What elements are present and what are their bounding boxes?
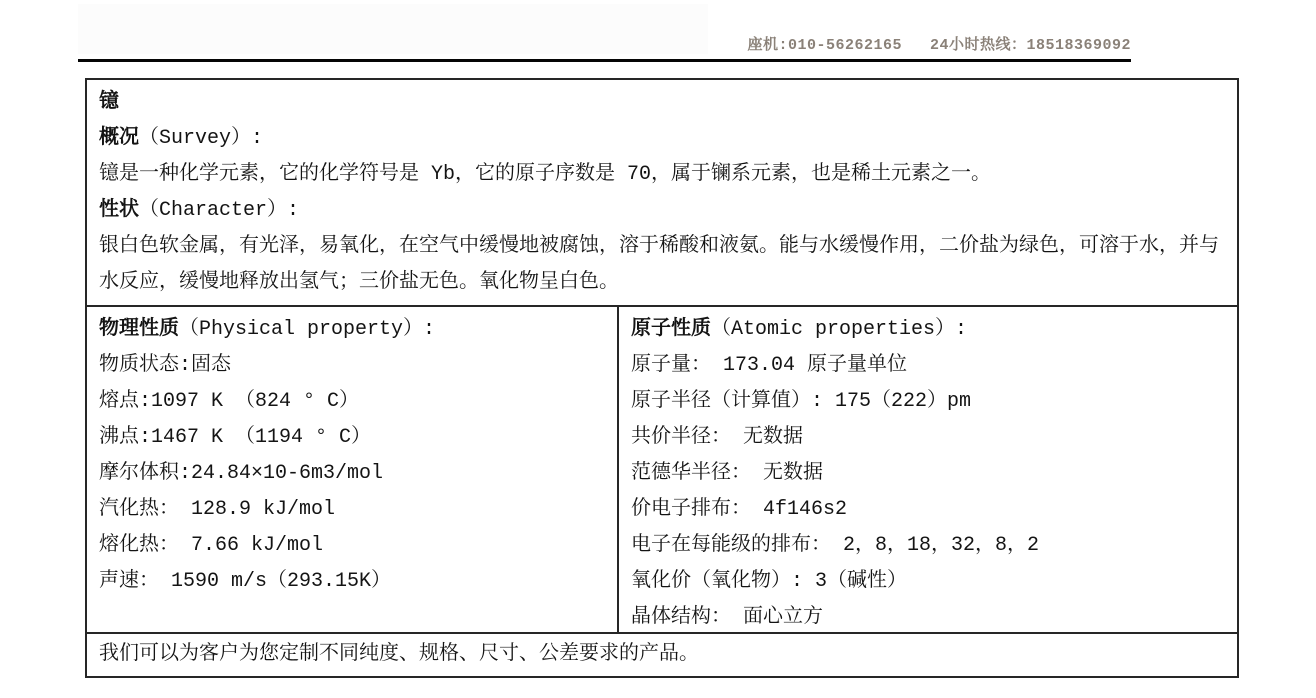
property-row: 原子半径（计算值）: 175（222）pm <box>631 390 972 413</box>
landline-number: 座机:010-56262165 <box>747 37 902 54</box>
property-row: 共价半径： 无数据 <box>631 426 804 449</box>
property-row: 汽化热： 128.9 kJ/mol <box>99 498 336 521</box>
character-text: 银白色软金属，有光泽，易氧化，在空气中缓慢地被腐蚀，溶于稀酸和液氨。能与水缓慢作用，二价盐为绿色，可溶于水，并与水反应，缓慢地释放出氢气；三价盐无色。氧化物呈白色。 <box>99 235 1219 294</box>
character-heading <box>99 193 1225 229</box>
property-row: 范德华半径： 无数据 <box>631 462 824 485</box>
custom-order-note: 我们可以为客户为您定制不同纯度、规格、尺寸、公差要求的产品。 <box>99 643 699 666</box>
survey-label: 概况 <box>99 127 139 150</box>
property-row: 沸点:1467 K （1194 ° C） <box>99 426 372 449</box>
contact-info <box>747 33 1131 54</box>
atomic-properties-column <box>617 307 1237 632</box>
atomic-label-en: （Atomic properties）: <box>711 318 968 341</box>
header-divider <box>78 59 1131 62</box>
atomic-label: 原子性质 <box>631 318 711 341</box>
character-label-en: （Character）: <box>139 199 300 222</box>
logo-placeholder <box>78 4 708 54</box>
property-row: 熔化热： 7.66 kJ/mol <box>99 534 324 557</box>
property-row: 物质状态:固态 <box>99 354 232 377</box>
physical-heading <box>99 312 605 348</box>
survey-heading <box>99 121 1225 157</box>
intro-section <box>87 80 1237 307</box>
property-row: 熔点:1097 K （824 ° C） <box>99 390 360 413</box>
element-info-table <box>85 78 1239 678</box>
element-title: 镱 <box>99 91 119 114</box>
property-row: 晶体结构： 面心立方 <box>631 606 824 629</box>
physical-label: 物理性质 <box>99 318 179 341</box>
property-row: 氧化价（氧化物）: 3（碱性） <box>631 570 908 593</box>
survey-text: 镱是一种化学元素，它的化学符号是 Yb，它的原子序数是 70，属于镧系元素，也是稀土元素之一。 <box>99 163 992 186</box>
properties-section <box>87 307 1237 634</box>
character-label: 性状 <box>99 199 139 222</box>
property-row: 电子在每能级的排布： 2，8，18，32，8，2 <box>631 534 1040 557</box>
physical-label-en: （Physical property）: <box>179 318 436 341</box>
survey-label-en: （Survey）: <box>139 127 264 150</box>
property-row: 原子量： 173.04 原子量单位 <box>631 354 908 377</box>
atomic-heading <box>631 312 1225 348</box>
hotline-number: 24小时热线：18518369092 <box>929 37 1131 54</box>
physical-properties-column <box>87 307 617 632</box>
property-row: 摩尔体积:24.84×10-6m3/mol <box>99 462 384 485</box>
property-row: 声速： 1590 m/s（293.15K） <box>99 570 392 593</box>
page-header <box>0 0 1316 60</box>
property-row: 价电子排布： 4f146s2 <box>631 498 848 521</box>
